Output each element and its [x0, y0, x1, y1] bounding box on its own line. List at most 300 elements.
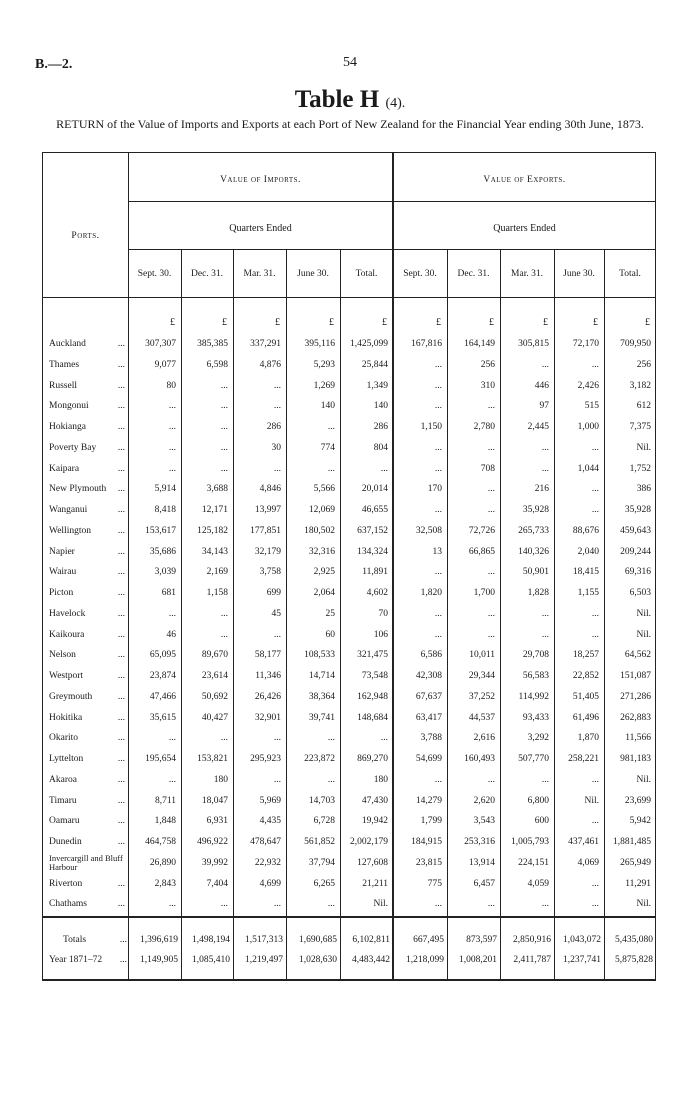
row-dots: ...	[117, 878, 125, 889]
row-value: ...	[220, 442, 228, 453]
row-value: Nil.	[636, 608, 651, 619]
row-value: 18,257	[572, 650, 599, 661]
row-value: 804	[373, 442, 388, 453]
row-value: 295,923	[250, 754, 281, 764]
column-header: Dec. 31.	[191, 269, 223, 279]
row-value: 35,615	[149, 712, 176, 723]
column-header: June 30.	[297, 269, 329, 279]
row-value: 3,182	[629, 380, 651, 391]
row-value: 22,932	[254, 857, 281, 868]
row-value: 709,950	[620, 339, 651, 349]
row-value: 515	[584, 401, 599, 412]
row-port: Riverton	[49, 878, 83, 889]
row-value: 6,586	[420, 650, 442, 661]
row-value: 8,711	[154, 795, 176, 806]
row-value: Nil.	[373, 899, 388, 910]
row-value: 127,608	[357, 857, 388, 868]
row-value: 4,059	[527, 878, 549, 889]
row-value: 6,265	[313, 878, 335, 889]
row-value: 180,502	[304, 525, 335, 536]
row-value: 56,583	[522, 671, 549, 681]
row-value: 20,014	[361, 484, 388, 495]
row-value: 42,308	[415, 671, 442, 681]
row-value: 51,405	[572, 691, 599, 702]
row-value: ...	[591, 878, 599, 889]
row-value: ...	[273, 899, 281, 910]
row-value: 11,291	[625, 878, 651, 889]
row-value: ...	[434, 442, 442, 453]
totals-value: 1,008,201	[459, 955, 497, 965]
row-port: Greymouth	[49, 691, 93, 702]
row-value: 1,820	[420, 588, 442, 598]
row-value: 69,316	[624, 567, 651, 578]
row-value: 3,543	[473, 816, 495, 827]
row-value: 140	[373, 401, 388, 412]
row-value: 140,326	[518, 546, 549, 557]
currency-symbol: £	[222, 317, 227, 328]
totals-value: 2,850,916	[513, 935, 551, 945]
row-value: ...	[591, 899, 599, 910]
totals-value: 1,237,741	[563, 955, 601, 965]
row-value: 256	[480, 359, 495, 370]
row-port: Chathams	[49, 899, 87, 910]
row-value: 385,385	[197, 339, 228, 349]
document-code: B.—2.	[35, 57, 73, 72]
row-value: 708	[480, 463, 495, 474]
row-value: 507,770	[518, 754, 549, 764]
row-value: ...	[168, 422, 176, 432]
row-value: 50,901	[522, 567, 549, 578]
totals-value: 1,219,497	[245, 955, 283, 965]
currency-symbol: £	[170, 317, 175, 328]
row-value: 47,466	[149, 691, 176, 702]
row-value: 2,426	[577, 380, 599, 391]
exports-quarters-label: Quarters Ended	[493, 223, 556, 234]
row-dots: ...	[117, 484, 125, 495]
totals-value: 1,043,072	[563, 935, 601, 945]
row-value: 5,293	[313, 359, 335, 370]
totals-value: 4,483,442	[352, 955, 390, 965]
column-header: Sept. 30.	[403, 269, 437, 279]
row-value: 3,788	[420, 733, 442, 744]
row-dots: ...	[117, 691, 125, 702]
row-value: ...	[591, 629, 599, 640]
column-header: Total.	[619, 269, 641, 279]
row-value: 3,688	[206, 484, 228, 495]
row-value: ...	[220, 608, 228, 619]
row-value: 80	[166, 380, 176, 391]
column-header: Dec. 31.	[457, 269, 490, 279]
row-value: 50,692	[201, 691, 228, 702]
row-port: New Plymouth	[49, 484, 107, 495]
row-value: ...	[487, 401, 495, 412]
row-value: 6,503	[629, 588, 651, 598]
row-value: 38,364	[308, 691, 335, 702]
row-value: 310	[480, 380, 495, 391]
totals-label: Totals	[63, 935, 87, 945]
column-header: Total.	[355, 269, 378, 279]
row-value: ...	[434, 774, 442, 785]
row-port: Napier	[49, 546, 75, 557]
column-header: Mar. 31.	[511, 269, 543, 279]
row-value: ...	[591, 816, 599, 827]
row-value: 258,221	[568, 754, 599, 764]
row-value: 1,158	[206, 588, 228, 598]
row-value: 271,286	[620, 691, 651, 702]
row-value: 386	[636, 484, 651, 495]
column-header: Sept. 30.	[137, 269, 172, 279]
row-value: 47,430	[361, 795, 388, 806]
row-value: 13,997	[254, 505, 281, 515]
row-value: 223,872	[304, 754, 335, 764]
row-value: ...	[327, 733, 335, 744]
totals-value: 1,149,905	[140, 955, 178, 965]
row-value: ...	[541, 774, 549, 785]
row-port: Wairau	[49, 567, 77, 578]
row-value: 1,870	[577, 733, 599, 744]
row-value: 151,087	[620, 671, 651, 681]
row-port: Invercargill and Bluff Harbour	[49, 852, 123, 872]
row-dots: ...	[117, 339, 125, 349]
row-value: 2,925	[313, 567, 335, 578]
row-value: 774	[320, 442, 335, 453]
imports-quarters-label: Quarters Ended	[229, 223, 292, 234]
row-value: 25	[325, 608, 335, 619]
row-value: 3,039	[154, 567, 176, 578]
row-value: 148,684	[357, 712, 388, 723]
row-value: 869,270	[357, 754, 388, 764]
row-value: 39,992	[201, 857, 228, 868]
row-value: ...	[487, 442, 495, 453]
row-value: 224,151	[518, 857, 549, 868]
row-port: Westport	[49, 671, 84, 681]
row-value: 2,002,179	[350, 837, 388, 847]
row-value: 262,883	[620, 712, 651, 723]
header-rule	[43, 297, 656, 298]
row-dots: ...	[117, 816, 125, 827]
row-value: ...	[380, 733, 388, 744]
totals-value: 5,435,080	[615, 935, 653, 945]
row-value: 177,851	[250, 525, 281, 536]
row-value: 5,566	[313, 484, 335, 495]
row-value: 170	[427, 484, 442, 495]
row-dots: ...	[117, 401, 125, 412]
row-port: Kaipara	[49, 463, 80, 474]
row-dots: ...	[117, 442, 125, 453]
row-port: Timaru	[49, 795, 77, 806]
row-value: 164,149	[464, 339, 495, 349]
row-value: 4,435	[259, 816, 281, 827]
row-dots: ...	[117, 546, 125, 557]
row-port: Akaroa	[49, 774, 77, 785]
row-value: 446	[534, 380, 549, 391]
row-value: 153,617	[145, 525, 176, 536]
currency-symbol: £	[275, 317, 280, 328]
row-value: 4,876	[259, 359, 281, 370]
row-dots: ...	[117, 899, 125, 910]
totals-value: 5,875,828	[615, 955, 653, 965]
totals-value: 2,411,787	[513, 955, 551, 965]
row-value: ...	[541, 629, 549, 640]
row-value: ...	[487, 505, 495, 515]
row-value: 23,815	[415, 857, 442, 868]
row-dots: ...	[117, 380, 125, 391]
totals-rule	[43, 916, 656, 918]
row-value: 337,291	[250, 339, 281, 349]
row-value: 125,182	[197, 525, 228, 536]
totals-dots: ...	[119, 935, 127, 945]
row-value: 464,758	[145, 837, 176, 847]
row-value: 1,150	[420, 422, 442, 432]
totals-value: 1,028,630	[299, 955, 337, 965]
row-dots: ...	[117, 359, 125, 370]
row-value: ...	[591, 505, 599, 515]
row-value: 180	[213, 774, 228, 785]
row-value: 32,316	[308, 546, 335, 557]
row-port: Poverty Bay	[49, 442, 97, 453]
row-value: Nil.	[636, 442, 651, 453]
row-value: 140	[320, 401, 335, 412]
row-value: 1,848	[154, 816, 176, 827]
row-value: 37,794	[308, 857, 335, 868]
row-value: 14,279	[415, 795, 442, 806]
row-value: 40,427	[201, 712, 228, 723]
totals-value: 667,495	[413, 935, 444, 945]
row-value: ...	[220, 629, 228, 640]
row-value: 14,714	[308, 671, 335, 681]
row-value: ...	[434, 629, 442, 640]
row-value: ...	[168, 463, 176, 474]
row-value: 72,726	[468, 525, 495, 536]
row-value: ...	[327, 774, 335, 785]
row-value: ...	[541, 608, 549, 619]
row-value: 11,891	[362, 567, 388, 578]
row-value: 44,537	[468, 712, 495, 723]
row-dots: ...	[117, 525, 125, 536]
totals-value: 1,690,685	[299, 935, 337, 945]
row-value: 4,069	[577, 857, 599, 868]
row-value: 160,493	[464, 754, 495, 764]
row-value: 307,307	[145, 339, 176, 349]
row-value: ...	[541, 463, 549, 474]
row-value: 1,349	[366, 380, 388, 391]
row-value: 64,562	[624, 650, 651, 661]
row-value: 153,821	[197, 754, 228, 764]
row-dots: ...	[117, 422, 125, 432]
row-value: ...	[168, 774, 176, 785]
row-value: 26,890	[149, 857, 176, 868]
row-value: 5,914	[154, 484, 176, 495]
column-header: June 30.	[563, 269, 595, 279]
row-value: 70	[378, 608, 388, 619]
row-value: 26,426	[254, 691, 281, 702]
row-value: ...	[434, 899, 442, 910]
row-port: Kaikoura	[49, 629, 85, 640]
row-value: 775	[427, 878, 442, 889]
row-value: 286	[373, 422, 388, 432]
row-value: 265,733	[518, 525, 549, 536]
row-value: 699	[266, 588, 281, 598]
row-value: 216	[534, 484, 549, 495]
row-dots: ...	[117, 588, 125, 598]
row-value: ...	[487, 629, 495, 640]
row-value: ...	[273, 401, 281, 412]
row-value: ...	[327, 899, 335, 910]
row-value: 108,533	[304, 650, 335, 661]
row-value: 637,152	[357, 525, 388, 536]
row-value: 3,758	[259, 567, 281, 578]
row-value: ...	[380, 463, 388, 474]
totals-value: 873,597	[466, 935, 497, 945]
row-value: 1,700	[473, 588, 495, 598]
row-value: ...	[168, 733, 176, 744]
row-value: 4,602	[366, 588, 388, 598]
row-value: 478,647	[250, 837, 281, 847]
currency-symbol: £	[382, 317, 387, 328]
imports-header: Value of Imports.	[220, 175, 301, 185]
row-value: 60	[325, 629, 335, 640]
row-value: 180	[373, 774, 388, 785]
row-value: ...	[487, 774, 495, 785]
row-port: Wellington	[49, 525, 91, 536]
row-value: 93,433	[522, 712, 549, 723]
row-value: 18,415	[572, 567, 599, 578]
row-value: ...	[220, 899, 228, 910]
row-value: 1,752	[629, 463, 651, 474]
header-rule	[128, 201, 656, 202]
row-value: ...	[327, 422, 335, 432]
row-value: 45	[271, 608, 281, 619]
row-value: ...	[434, 567, 442, 578]
row-value: 1,269	[313, 380, 335, 391]
row-value: ...	[487, 899, 495, 910]
row-value: 61,496	[572, 712, 599, 723]
row-value: 46	[166, 629, 176, 640]
row-value: 4,846	[259, 484, 281, 495]
row-value: 18,047	[201, 795, 228, 806]
row-value: ...	[487, 567, 495, 578]
row-dots: ...	[117, 712, 125, 723]
row-dots: ...	[117, 629, 125, 640]
row-value: ...	[220, 422, 228, 432]
row-value: 30	[271, 442, 281, 453]
row-dots: ...	[117, 463, 125, 474]
totals-value: 1,498,194	[192, 935, 230, 945]
row-dots: ...	[117, 754, 125, 764]
totals-label: Year 1871–72	[49, 955, 103, 965]
column-header: Mar. 31.	[243, 269, 276, 279]
row-value: 681	[161, 588, 176, 598]
row-value: 73,548	[361, 671, 388, 681]
table-title-sub: (4).	[385, 96, 406, 111]
row-port: Picton	[49, 588, 74, 598]
ports-header: Ports.	[71, 231, 100, 241]
row-value: 1,828	[527, 588, 549, 598]
currency-symbol: £	[543, 317, 548, 328]
row-value: 305,815	[518, 339, 549, 349]
row-value: 2,780	[473, 422, 495, 432]
totals-value: 6,102,811	[352, 935, 390, 945]
row-value: 981,183	[620, 754, 651, 764]
row-value: Nil.	[584, 795, 599, 806]
row-value: 7,404	[206, 878, 228, 889]
row-value: 6,931	[206, 816, 228, 827]
row-value: 12,171	[201, 505, 228, 515]
row-value: 35,686	[149, 546, 176, 557]
row-value: ...	[168, 401, 176, 412]
row-value: 25,844	[361, 359, 388, 370]
row-value: 437,461	[568, 837, 599, 847]
row-value: ...	[591, 484, 599, 495]
row-value: 32,508	[415, 525, 442, 536]
row-value: ...	[220, 401, 228, 412]
row-port: Hokianga	[49, 422, 86, 432]
row-port: Auckland	[49, 339, 86, 349]
row-dots: ...	[117, 567, 125, 578]
row-value: 162,948	[357, 691, 388, 702]
row-value: 19,942	[361, 816, 388, 827]
row-value: Nil.	[636, 629, 651, 640]
row-value: ...	[273, 463, 281, 474]
row-value: ...	[168, 899, 176, 910]
row-value: 395,116	[304, 339, 335, 349]
row-value: 2,620	[473, 795, 495, 806]
currency-symbol: £	[436, 317, 441, 328]
row-value: ...	[434, 380, 442, 391]
row-value: ...	[541, 442, 549, 453]
row-value: 1,799	[420, 816, 442, 827]
row-value: 54,699	[415, 754, 442, 764]
row-dots: ...	[117, 774, 125, 785]
currency-symbol: £	[645, 317, 650, 328]
row-value: 22,852	[572, 671, 599, 681]
row-value: ...	[591, 608, 599, 619]
row-value: Nil.	[636, 899, 651, 910]
row-port: Okarito	[49, 733, 79, 744]
row-value: ...	[273, 629, 281, 640]
row-value: 3,292	[527, 733, 549, 744]
row-value: 65,095	[149, 650, 176, 661]
row-port: Wanganui	[49, 505, 88, 515]
row-value: 2,169	[206, 567, 228, 578]
row-value: 5,942	[629, 816, 651, 827]
row-value: 1,005,793	[511, 837, 549, 847]
row-value: 6,457	[473, 878, 495, 889]
row-value: 35,928	[522, 505, 549, 515]
currency-symbol: £	[593, 317, 598, 328]
currency-symbol: £	[489, 317, 494, 328]
row-value: ...	[168, 442, 176, 453]
row-value: 35,928	[624, 505, 651, 515]
header-rule	[128, 249, 656, 250]
row-value: 32,179	[254, 546, 281, 557]
row-port: Oamaru	[49, 816, 80, 827]
row-value: ...	[220, 733, 228, 744]
row-value: 67,637	[415, 691, 442, 702]
row-value: 2,040	[577, 546, 599, 557]
row-value: ...	[168, 608, 176, 619]
row-value: 1,155	[577, 588, 599, 598]
row-value: 4,699	[259, 878, 281, 889]
row-value: 37,252	[468, 691, 495, 702]
exports-header: Value of Exports.	[483, 175, 566, 185]
row-value: 72,170	[572, 339, 599, 349]
totals-value: 1,218,099	[406, 955, 444, 965]
row-value: 11,566	[625, 733, 651, 744]
row-value: 114,992	[518, 691, 549, 702]
table-title	[0, 86, 700, 114]
row-value: 2,843	[154, 878, 176, 889]
